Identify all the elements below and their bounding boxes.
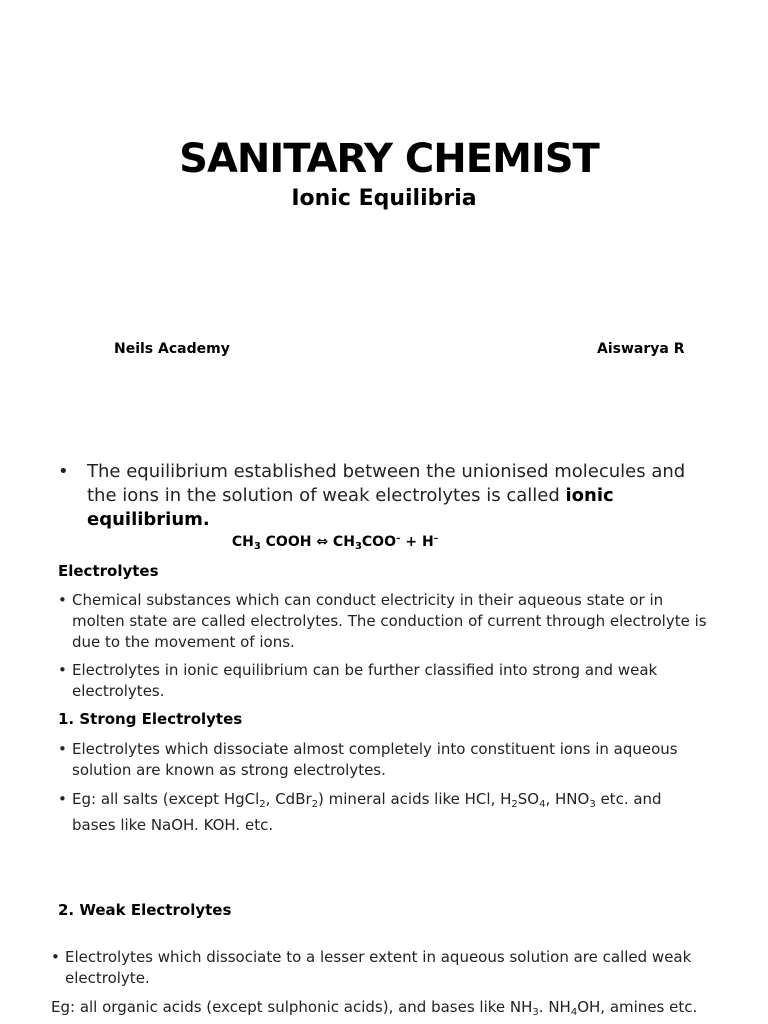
page-subtitle: Ionic Equilibria (291, 186, 477, 211)
intro-bullet (58, 460, 708, 532)
weak-example-text: Eg: all organic acids (except sulphonic acids), and bases like $NH_3$. $NH_4OH$, amines etc. (51, 998, 698, 1018)
bullet-icon: • (51, 948, 60, 966)
bullet-icon: • (58, 591, 67, 609)
list-item-text: Electrolytes which dissociate to a lesser extent in aqueous solution are called weak electrolyte. (65, 948, 692, 987)
eq-ion: + H (400, 534, 434, 550)
strong-example-text: Eg: all salts (except HgCl$_2$, CdBr$_2$) mineral acids like HCl, $H_2SO_4$, $HNO_3$ etc. and bases like NaOH. KOH. etc. (72, 790, 662, 834)
bullet-icon: • (58, 461, 69, 482)
bullet-icon: • (58, 661, 67, 679)
author-name: Aiswarya R (597, 341, 685, 357)
section-heading-weak: 2. Weak Electrolytes (58, 901, 232, 919)
eq-product-rest: COO (361, 534, 396, 550)
list-item-text: Electrolytes which dissociate almost completely into constituent ions in aqueous solution are known as strong electrolytes. (72, 740, 678, 779)
intro-text-block (87, 460, 708, 532)
page-title: SANITARY CHEMIST (179, 136, 599, 182)
bullet-icon: • (58, 790, 67, 808)
eq-subscript: 3 (253, 541, 261, 552)
intro-text: The equilibrium established between the unionised molecules and the ions in the solution of weak electrolytes is called (87, 461, 686, 506)
list-item (51, 947, 711, 989)
eq-charge: – (433, 534, 439, 544)
intro-bold-term: ionic equilibrium. (87, 485, 614, 530)
eq-reactant-rest: COOH (260, 534, 317, 550)
eq-product: CH (328, 534, 355, 550)
list-item (58, 660, 708, 702)
list-item-text: Electrolytes in ionic equilibrium can be further classified into strong and weak electrolytes. (72, 661, 658, 700)
eq-charge: – (395, 534, 401, 544)
list-item (58, 739, 708, 781)
chemical-equation (0, 534, 670, 552)
bullet-icon: • (58, 740, 67, 758)
academy-name: Neils Academy (114, 341, 230, 357)
section-heading-electrolytes: Electrolytes (58, 562, 159, 580)
list-item (58, 789, 708, 836)
list-item-text: Chemical substances which can conduct electricity in their aqueous state or in molten state are called electrolytes. The conduction of current through electrolyte is due to the movement of ions. (72, 591, 707, 651)
section-heading-strong: 1. Strong Electrolytes (58, 710, 243, 728)
eq-subscript: 3 (354, 541, 362, 552)
list-item (58, 590, 708, 653)
equilibrium-arrow-icon: ⇔ (316, 534, 329, 550)
eq-reactant: CH (231, 534, 254, 550)
